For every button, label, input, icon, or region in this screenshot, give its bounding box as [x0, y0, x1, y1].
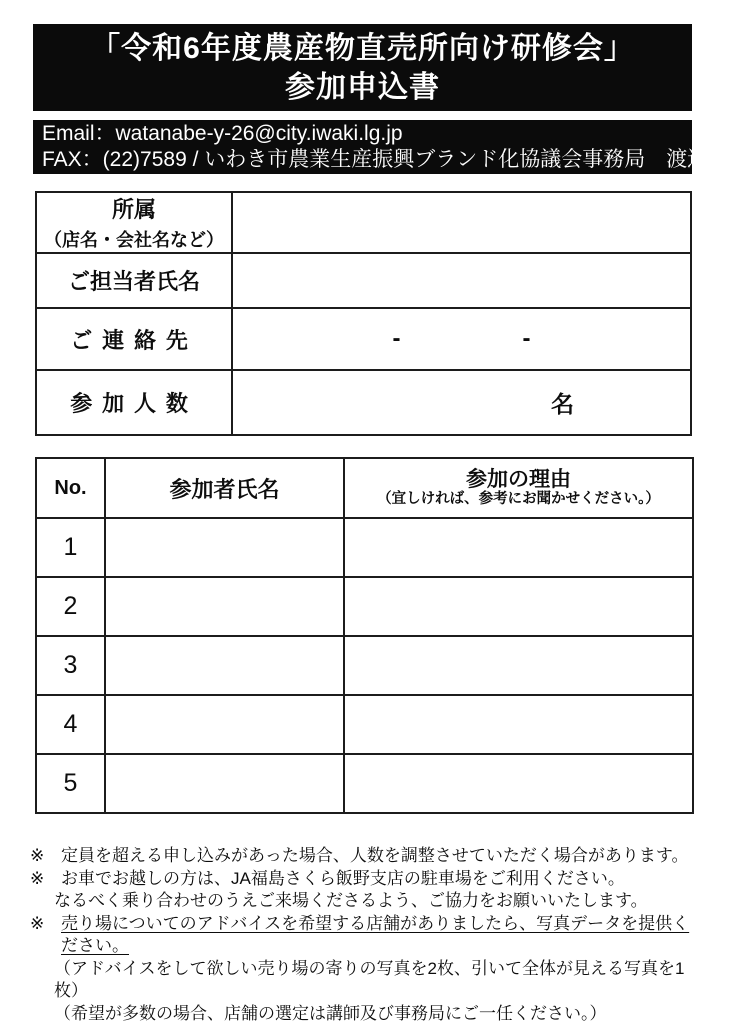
header-reason-cell	[344, 458, 693, 518]
participant-count-label-cell	[36, 370, 232, 435]
participant-reason-input-cell[interactable]	[344, 754, 693, 813]
header-reason-title: 参加の理由	[466, 468, 571, 491]
note-text: なるべく乗り合わせのうえご来場くださるよう、ご協力をお願いいたします。	[54, 891, 648, 910]
participant-count-unit-wrap	[233, 386, 690, 419]
form-title-line2: 参加申込書	[285, 70, 440, 104]
affiliation-sublabel: （店名・会社名など）	[44, 230, 224, 250]
note-text-underlined: 売り場についてのアドバイスを希望する店舗がありましたら、写真データを提供ください。	[61, 913, 690, 955]
header-reason-note: （宜しければ、参考にお聞かせください。）	[377, 491, 660, 507]
participant-count-label: 参加人数	[70, 391, 198, 416]
note-line-selection	[30, 1003, 706, 1024]
header-participant-name: 参加者氏名	[105, 458, 344, 518]
participants-table	[35, 457, 694, 814]
note-text: お車でお越しの方は、JA福島さくら飯野支店の駐車場をご利用ください。	[61, 868, 625, 888]
table-row	[36, 370, 691, 435]
row-number: 1	[36, 518, 105, 577]
table-row	[36, 754, 693, 813]
note-line-parking	[30, 868, 706, 891]
phone-dash-left: -	[392, 325, 401, 352]
participant-reason-input-cell[interactable]	[344, 636, 693, 695]
footnotes	[30, 845, 706, 1024]
participant-reason-input-cell[interactable]	[344, 695, 693, 754]
contact-person-label-cell	[36, 253, 232, 308]
participant-name-input-cell[interactable]	[105, 518, 344, 577]
phone-label: ご連絡先	[70, 327, 198, 353]
participant-reason-input-cell[interactable]	[344, 577, 693, 636]
row-number: 4	[36, 695, 105, 754]
affiliation-input-cell[interactable]	[232, 192, 691, 253]
note-line-capacity	[30, 845, 706, 868]
phone-label-cell	[36, 308, 232, 370]
participant-name-input-cell[interactable]	[105, 577, 344, 636]
note-line-photo-detail	[30, 958, 706, 1003]
participant-count-unit: 名	[551, 391, 574, 417]
note-marker: ※	[30, 846, 45, 865]
phone-dash-wrap	[233, 325, 690, 353]
row-number: 5	[36, 754, 105, 813]
contact-person-label: ご担当者氏名	[67, 269, 200, 294]
table-row	[36, 577, 693, 636]
table-row	[36, 253, 691, 308]
note-marker: ※	[30, 868, 45, 888]
form-title-line1: 「令和6年度農産物直売所向け研修会」	[90, 31, 635, 65]
note-text: 定員を超える申し込みがあった場合、人数を調整させていただく場合があります。	[61, 846, 689, 865]
contact-email-line: Email：watanabe-y-26@city.iwaki.lg.jp	[42, 122, 403, 145]
participant-count-input-cell[interactable]	[232, 370, 691, 435]
table-row	[36, 192, 691, 253]
affiliation-label: 所属	[111, 197, 156, 222]
row-number: 3	[36, 636, 105, 695]
table-row	[36, 636, 693, 695]
note-line-photo-request	[30, 913, 706, 958]
participant-name-input-cell[interactable]	[105, 636, 344, 695]
table-row	[36, 518, 693, 577]
table-row	[36, 308, 691, 370]
table-row	[36, 695, 693, 754]
phone-dash-right: -	[522, 325, 531, 352]
applicant-info-table	[35, 191, 692, 436]
form-title-banner	[33, 24, 692, 111]
participants-header-row	[36, 458, 693, 518]
note-line-carpool	[30, 890, 706, 913]
participant-name-input-cell[interactable]	[105, 754, 344, 813]
contact-person-input-cell[interactable]	[232, 253, 691, 308]
header-no: No.	[36, 458, 105, 518]
note-text: （希望が多数の場合、店舗の選定は講師及び事務局にご一任ください。）	[54, 1003, 607, 1023]
phone-input-cell[interactable]	[232, 308, 691, 370]
row-number: 2	[36, 577, 105, 636]
participant-reason-input-cell[interactable]	[344, 518, 693, 577]
affiliation-label-cell	[36, 192, 232, 253]
note-text: （アドバイスをして欲しい売り場の寄りの写真を2枚、引いて全体が見える写真を1枚）	[54, 958, 685, 1000]
participant-name-input-cell[interactable]	[105, 695, 344, 754]
contact-fax-line: FAX：(22)7589 / いわき市農業生産振興ブランド化協議会事務局 渡辺宛	[42, 148, 730, 171]
contact-banner	[33, 120, 730, 174]
note-marker: ※	[30, 913, 45, 933]
